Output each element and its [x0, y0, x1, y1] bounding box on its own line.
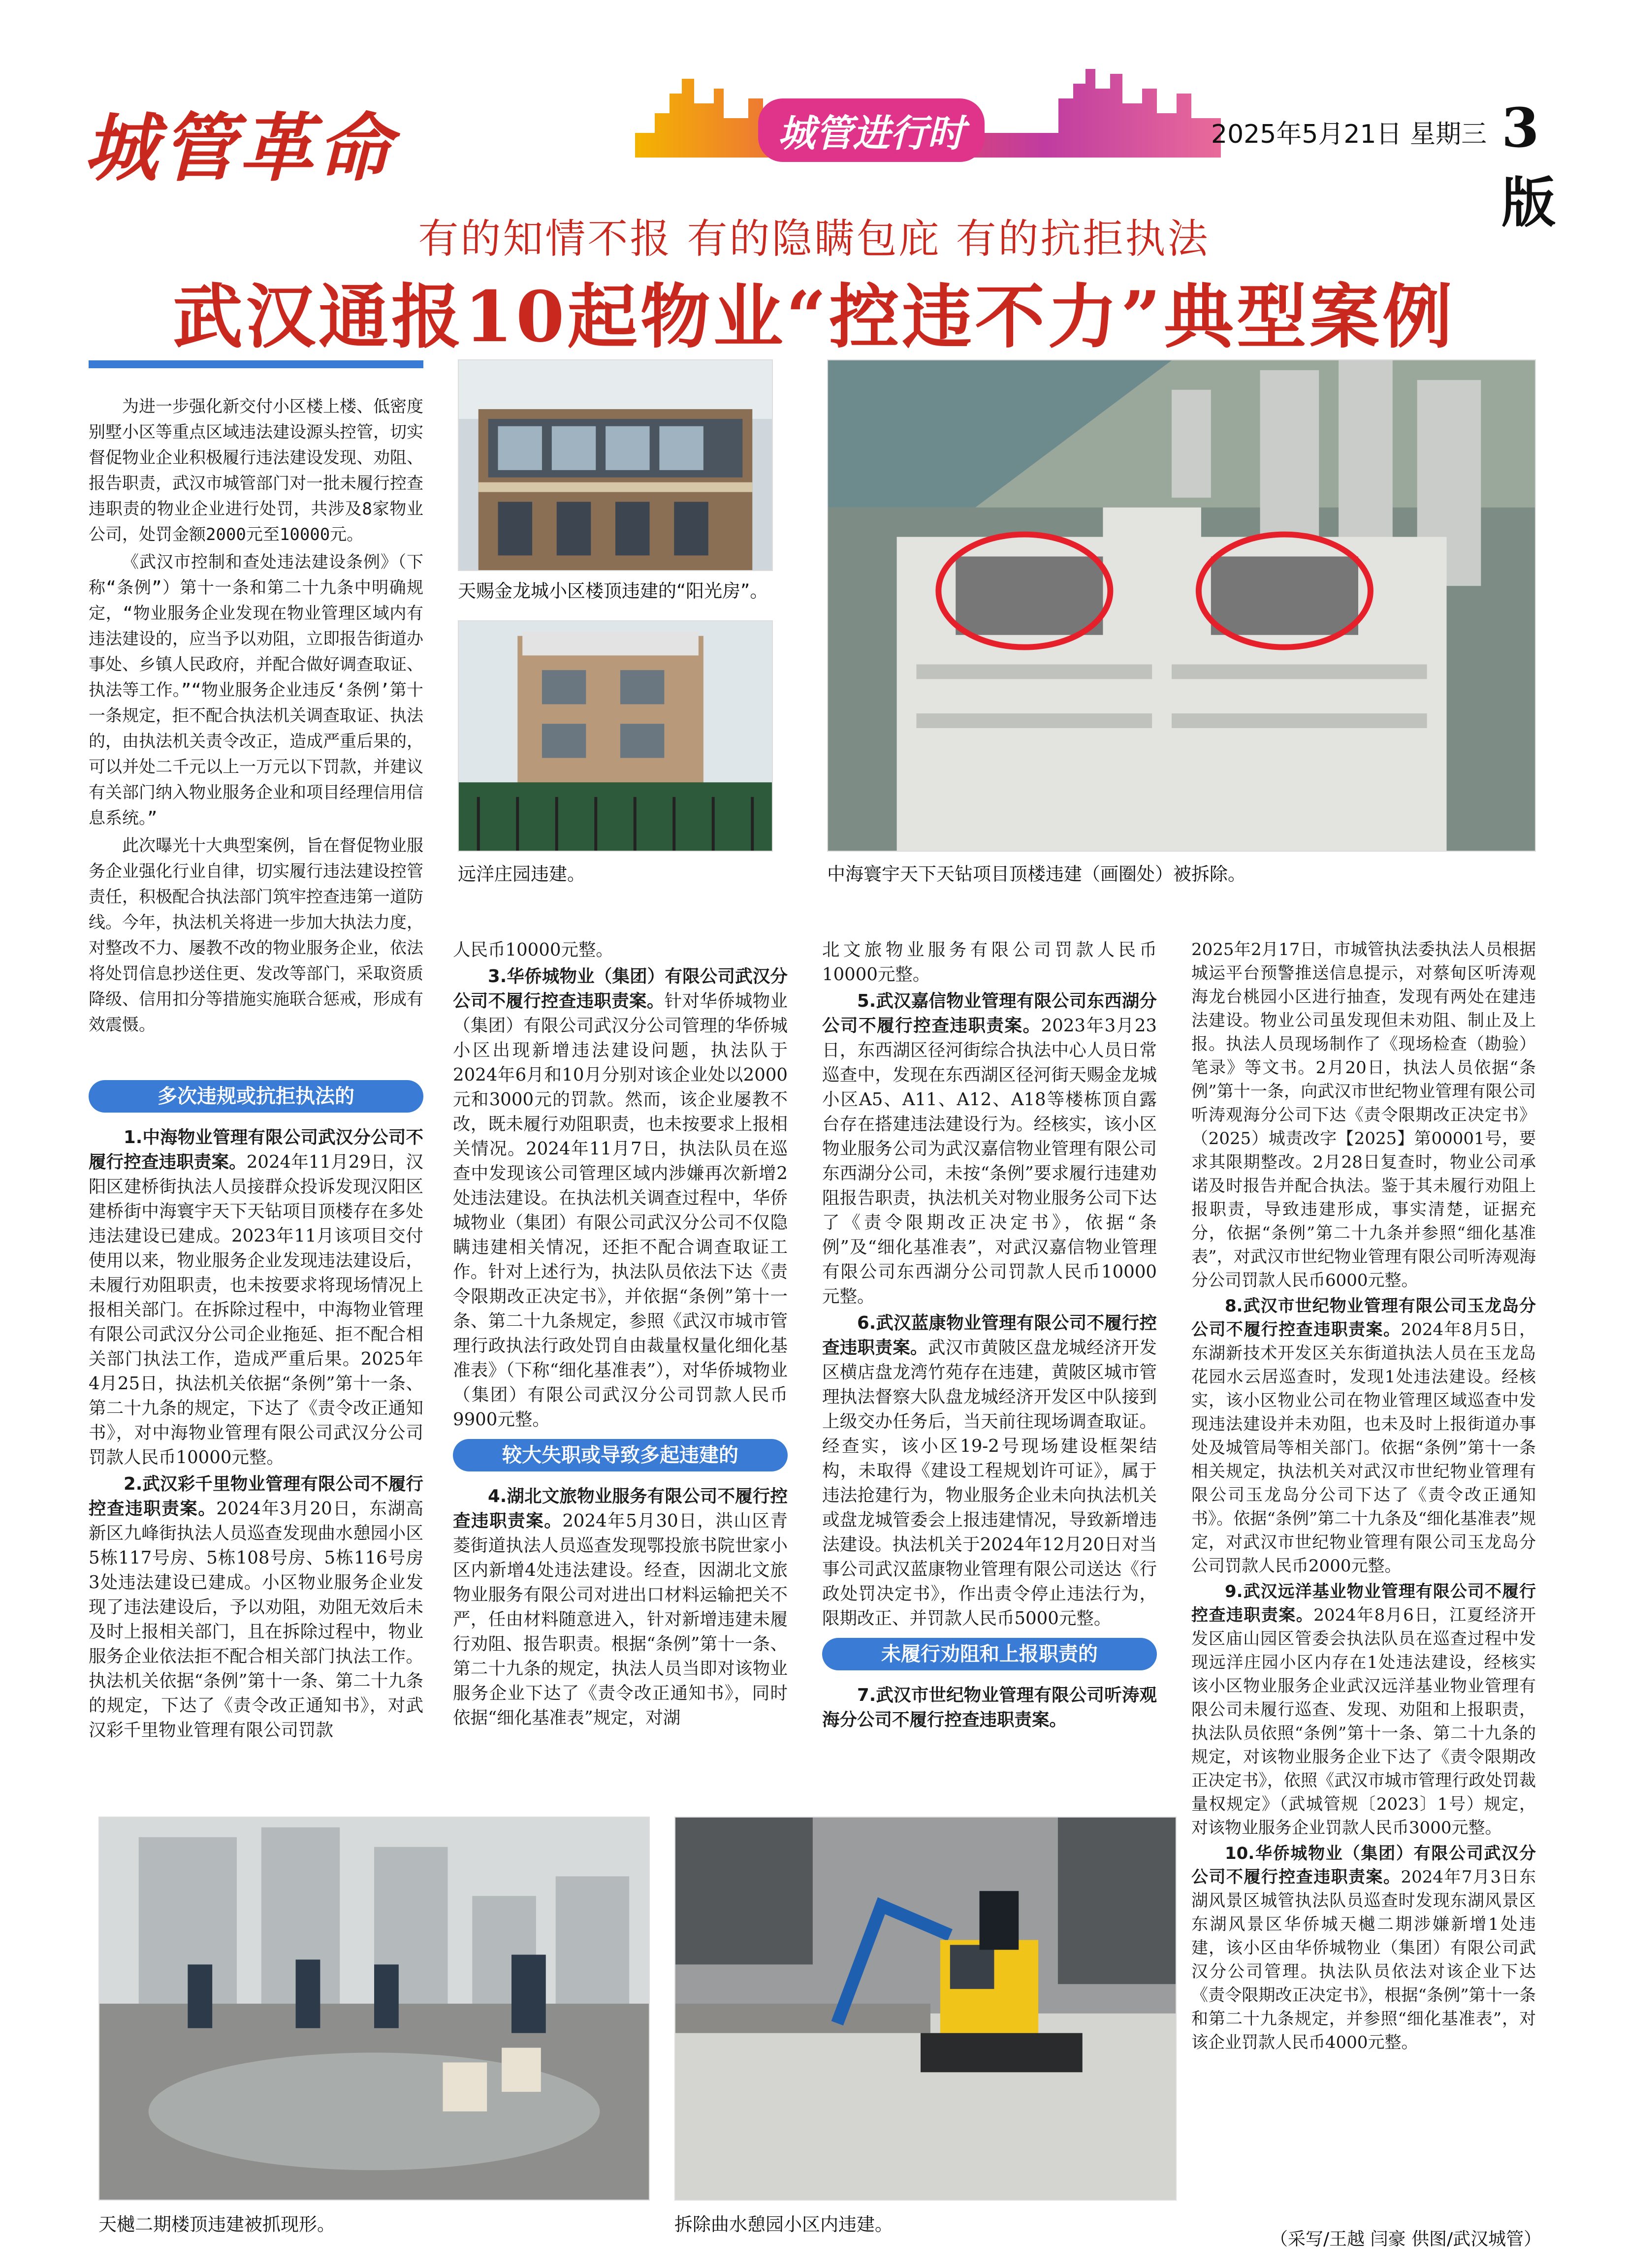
photo-caption: 拆除曲水憩园小区内违建。 — [674, 2214, 893, 2235]
intro-column — [89, 394, 423, 1040]
intro-paragraph: 《武汉市控制和查处违法建设条例》（下称“条例”）第十一条和第二十九条中明确规定，“物业服务企业发现在物业管理区域内有违法建设的，应当予以劝阻，立即报告街道办事处、乡镇人民政府，并配合做好调查取证、执法等工作。”“物业服务企业违反‘条例’第十一条规定，拒不配合执法机关调查取证、执法的，由执法机关责令改正，造成严重后果的，可以并处二千元以上一万元以下罚款，并建议有关部门纳入物业服务企业和项目经理信用信息系统。” — [89, 552, 423, 828]
case-continuation: 北文旅物业服务有限公司罚款人民币10000元整。 — [822, 940, 1157, 985]
section-tag: 城管进行时 — [758, 98, 985, 162]
article-column-2 — [453, 938, 788, 1732]
intro-paragraph: 此次曝光十大典型案例，旨在督促物业服务企业强化行业自律，切实履行违法建设控管责任，积极配合执法部门筑牢控查违第一道防线。今年，执法机关将进一步加大执法力度，对整改不力、屡教不改的物业服务企业，依法将处罚信息抄送住更、发改等部门，采取资质降级、信用扣分等措施实施联合惩戒，形成有效震慑。 — [89, 836, 423, 1035]
case-title: 2.武汉彩千里物业管理有限公司不履行控查违职责案。 — [89, 1474, 423, 1519]
case-body: 2024年3月20日，东湖高新区九峰街执法人员巡查发现曲水憩园小区5栋117号房、5栋108号房、5栋116号房3处违法建设已建成。小区物业服务企业发现了违法建设后，予以劝阻，劝阻无效后未及时上报相关部门，且在拆除过程中，物业服务企业依法拒不配合相关部门执法工作。执法机关依据“条例”第十一条、第二十九条的规定，下达了《责令改正通知书》，对武汉彩千里物业管理有限公司罚款 — [89, 1499, 423, 1740]
photo-caption: 天赐金龙城小区楼顶违建的“阳光房”。 — [458, 580, 768, 602]
article-column-1 — [89, 1073, 423, 1745]
article-column-3 — [822, 938, 1157, 1734]
headline-kicker: 有的知情不报 有的隐瞒包庇 有的抗拒执法 — [418, 216, 1210, 262]
case-title: 10.华侨城物业（集团）有限公司武汉分公司不履行控查违职责案。 — [1191, 1844, 1536, 1887]
case-continuation: 人民币10000元整。 — [453, 940, 613, 960]
photo-sunroom-rooftop — [458, 359, 773, 571]
photo-caption: 中海寰宇天下天钻项目顶楼违建（画圈处）被拆除。 — [827, 863, 1246, 885]
case-title: 5.武汉嘉信物业管理有限公司东西湖分公司不履行控查违职责案。 — [822, 991, 1157, 1036]
case-body: 2024年5月30日，洪山区青菱街道执法人员巡查发现鄂投旅书院世家小区内新增4处违法建设。经查，因湖北文旅物业服务有限公司对进出口材料运输把关不严，任由材料随意进入，针对新增违建未履行劝阻、报告职责。根据“条例”第十一条、第二十九条的规定，执法人员当即对该物业服务企业下达了《责令改正通知书》，同时依据“细化基准表”规定，对湖 — [453, 1511, 788, 1728]
case-body: 2024年8月6日，江夏经济开发区庙山园区管委会执法队员在巡查过程中发现远洋庄园小区内存在1处违法建设，经核实该小区物业服务企业武汉远洋基业物业管理有限公司未履行巡查、发现、劝阻和上报职责，执法队员依照“条例”第十一条、第二十九条的规定，对该物业服务企业下达了《责令限期改正决定书》，依照《武汉市城市管理行政处罚裁量权规定》（武城管规〔2023〕1号）规定，对该物业服务企业罚款人民币3000元整。 — [1191, 1605, 1536, 1838]
masthead — [69, 59, 1565, 234]
case-paragraph — [453, 964, 788, 1432]
intro-accent-bar — [89, 360, 423, 368]
case-paragraph — [1191, 1580, 1536, 1840]
case-title: 3.华侨城物业（集团）有限公司武汉分公司不履行控查违职责案。 — [453, 966, 788, 1011]
section-heading: 多次违规或抗拒执法的 — [89, 1080, 423, 1113]
case-title: 7.武汉市世纪物业管理有限公司听涛观海分公司不履行控查违职责案。 — [822, 1685, 1157, 1730]
case-body: 2024年7月3日东湖风景区城管执法队员巡查时发现东湖风景区东湖风景区华侨城天樾二期涉嫌新增1处违建，该小区由华侨城物业（集团）有限公司武汉分公司管理。执法队员依法对该企业下达《责令限期改正决定书》，根据“条例”第十一条和第二十九条规定，并参照“细化基准表”，对该企业罚款人民币4000元整。 — [1191, 1867, 1536, 2052]
case-body: 2024年8月5日，东湖新技术开发区关东街道执法人员在玉龙岛花园水云居巡查时，发现1处违法建设。经核实，该小区物业公司在物业管理区域巡查中发现违法建设并未劝阻，也未及时上报街道办事处及城管局等相关部门。依据“条例”第十一条相关规定，执法机关对武汉市世纪物业管理有限公司玉龙岛分公司下达了《责令改正通知书》。依据“条例”第二十九条及“细化基准表”规定，对武汉市世纪物业管理有限公司玉龙岛分公司罚款人民币2000元整。 — [1191, 1320, 1536, 1576]
section-heading: 未履行劝阻和上报职责的 — [822, 1638, 1157, 1670]
photo-excavator-demolition — [674, 1817, 1177, 2201]
photo-villa-building — [458, 620, 773, 852]
case-title: 8.武汉市世纪物业管理有限公司玉龙岛分公司不履行控查违职责案。 — [1191, 1296, 1536, 1340]
newspaper-logo: 城管革命 — [84, 105, 395, 192]
section-heading: 较大失职或导致多起违建的 — [453, 1439, 788, 1471]
case-title: 9.武汉远洋基业物业管理有限公司不履行控查违职责案。 — [1191, 1582, 1536, 1625]
case-body: 针对华侨城物业（集团）有限公司武汉分公司管理的华侨城小区出现新增违法建设问题，执法队于2024年6月和10月分别对该企业处以2000元和3000元的罚款。然而，该企业屡教不改，既未履行劝阻职责，也未按要求上报相关情况。2024年11月7日，执法队员在巡查中发现该公司管理区域内涉嫌再次新增2处违法建设。在执法机关调查过程中，华侨城物业（集团）有限公司武汉分公司不仅隐瞒违建相关情况，还拒不配合调查取证工作。针对上述行为，执法队员依法下达《责令限期改正决定书》，并依据“条例”第十一条、第二十九条规定，参照《武汉市城市管理行政执法行政处罚自由裁量权量化细化基准表》（下称“细化基准表”），对华侨城物业（集团）有限公司武汉分公司罚款人民币9900元整。 — [453, 991, 788, 1430]
case-body: 2024年11月29日，汉阳区建桥街执法人员接群众投诉发现汉阳区建桥街中海寰宇天下天钻项目顶楼存在多处违法建设已建成。2023年11月该项目交付使用以来，物业服务企业发现违法建设后，未履行劝阻职责，也未按要求将现场情况上报相关部门。在拆除过程中，中海物业管理有限公司武汉分公司企业拖延、拒不配合相关部门执法工作，造成严重后果。2025年4月25日，执法机关依据“条例”第十一条、第二十九条的规定，下达了《责令改正通知书》，对中海物业管理有限公司武汉分公司罚款人民币10000元整。 — [89, 1152, 423, 1468]
case-paragraph — [822, 1683, 1157, 1732]
case-continuation: 2025年2月17日，市城管执法委执法人员根据城运平台预警推送信息提示，对蔡甸区听涛观海龙台桃园小区进行抽查，发现有两处在建违法建设。物业公司虽发现但未劝阻、制止及上报。执法人员现场制作了《现场检查（勘验）笔录》等文书。2月20日，执法人员依据“条例”第十一条，向武汉市世纪物业管理有限公司听涛观海分公司下达《责令限期改正决定书》（2025）城责改字【2025】第00001号，要求其限期整改。2月28日复查时，物业公司承诺及时报告并配合执法。鉴于其未履行劝阻上报职责，导致违建形成，事实清楚，证据充分，依据“条例”第二十九条并参照“细化基准表”，对武汉市世纪物业管理有限公司听涛观海分公司罚款人民币6000元整。 — [1191, 940, 1536, 1290]
photo-caption: 天樾二期楼顶违建被抓现形。 — [98, 2214, 335, 2235]
case-paragraph — [453, 1484, 788, 1730]
case-paragraph — [822, 1311, 1157, 1631]
case-title: 4.湖北文旅物业服务有限公司不履行控查违职责案。 — [453, 1486, 788, 1531]
case-paragraph — [1191, 1842, 1536, 2054]
page-number: 3版 — [1501, 96, 1556, 234]
article-credit: （采写/王越 闫豪 供图/武汉城管） — [1270, 2229, 1542, 2249]
case-title: 6.武汉蓝康物业管理有限公司不履行控查违职责案。 — [822, 1313, 1157, 1358]
article-column-4 — [1191, 938, 1536, 2056]
case-paragraph — [1191, 1294, 1536, 1578]
photo-aerial-rooftop — [827, 359, 1536, 852]
case-title: 1.中海物业管理有限公司武汉分公司不履行控查违职责案。 — [89, 1127, 423, 1172]
issue-date: 2025年5月21日 星期三 — [1211, 120, 1487, 149]
case-paragraph — [822, 989, 1157, 1309]
intro-paragraph: 为进一步强化新交付小区楼上楼、低密度别墅小区等重点区域违法建设源头控管，切实督促物业企业积极履行违法建设发现、劝阻、报告职责，武汉市城管部门对一批未履行控查违职责的物业企业进行处罚，共涉及8家物业公司，处罚金额2000元至10000元。 — [89, 397, 423, 544]
case-body: 2023年3月23日，东西湖区径河街综合执法中心人员日常巡查中，发现在东西湖区径河街天赐金龙城小区A5、A11、A12、A18等楼栋顶自露台存在搭建违法建设行为。经核实，该小区物业服务公司为武汉嘉信物业管理有限公司东西湖分公司，未按“条例”要求履行违建劝阻报告职责，执法机关对物业服务公司下达了《责令限期改正决定书》，依据“条例”及“细化基准表”，对武汉嘉信物业管理有限公司东西湖分公司罚款人民币10000元整。 — [822, 1016, 1157, 1307]
case-body: 武汉市黄陂区盘龙城经济开发区横店盘龙湾竹苑存在违建，黄陂区城市管理执法督察大队盘龙城经济开发区中队接到上级交办任务后，当天前往现场调查取证。经查实，该小区19-2号现场建设框架结构，未取得《建设工程规划许可证》，属于违法抢建行为，物业服务企业未向执法机关或盘龙城管委会上报违建情况，导致新增违法建设。执法机关于2024年12月20日对当事公司武汉蓝康物业管理有限公司送达《行政处罚决定书》，作出责令停止违法行为，限期改正、并罚款人民币5000元整。 — [822, 1338, 1157, 1629]
case-paragraph — [89, 1472, 423, 1743]
photo-rooftop-inspection — [98, 1817, 650, 2201]
case-paragraph — [89, 1125, 423, 1470]
headline-title: 武汉通报10起物业“控违不力”典型案例 — [173, 276, 1455, 358]
photo-caption: 远洋庄园违建。 — [458, 863, 585, 885]
